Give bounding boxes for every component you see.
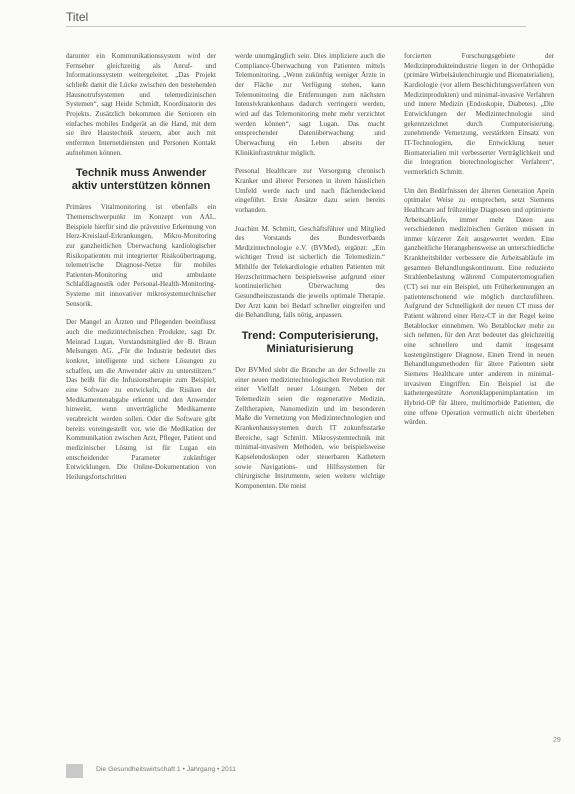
paragraph: forcierten Forschungsgebiete der Medizinprodukteindustrie liegen in der Orthopädie (primäre Wirbelsäulenchirurgie und Biomaterialien), Kardiologie (vor allem Beschichtungsverfahren von Medizinprodukten) und minimal-invasive Verfahren und innere Medizin (Endoskopie, Diabetes). „Die Entwicklungen der Medizintechnologie sind gekennzeichnet durch Computerisierung, zunehmende Vernetzung, verstärkten Einsatz von IT-Technologien, die Entwicklung neuer Biomaterialien mit verbesserter Verträglichkeit und die Integration biotechnologischer Verfahren“, vermerktich Schmitt. (404, 52, 554, 176)
footer-page-block (66, 764, 83, 778)
paragraph: darunter ein Kommunikationssystem wird der Fernseher gleichzeitig als Anruf- und Informationssystem weitergeleitet. „Das Projekt schließt damit die Lücke zwischen den bestehenden Hausnotrufsystemen und telemedizinischen Systemen“, sagt Heide Schmidt, Koordinatorin des Projekts. Zusätzlich bekommen die Senioren ein einfaches mobiles Endgerät an die Hand, mit dem sie ihre Haustechnik steuern, aber auch mit entfernten Internetdiensten und Personen Kontakt aufnehmen können. (66, 52, 216, 157)
paragraph: Personal Healthcare zur Versorgung chronisch Kranker und älterer Personen in ihrem häuslichen Umfeld werde nach und nach flächendeckend eingeführt. Erste Ansätze dazu seien bereits vorhanden. (235, 167, 385, 214)
paragraph: werde unumgänglich sein. Dies impliziere auch die Compliance-Überwachung von Patienten mittels Telemonitoring. „Wenn zukünftig weniger Ärzte in der Fläche zur Verfügung stehen, kann Telemonitoring die Entfernungen zum nächsten Intensivkrankenhaus dadurch verringern werden, wird auf das Telemonitoring mehr mehr verzichtet werden können“, sagt Lugan. Das macht entsprechender Datenüberwachung und Überwachung ein Leben abseits der Klinikinfrastruktur möglich. (235, 52, 385, 157)
paragraph: Um den Bedürfnissen der älteren Generation Apein optimaler Weise zu entsprechen, setzt Siemens Healthcare auf frühzeitige Diagnosen und optimierte Arbeitsabläufe, immer mehr Daten aus verschiedenen medizinischen Geräten müssen in immer kürzerer Zeit ausgewertet werden. Eine ganzheitliche Herangehensweise an unterschiedliche Krankheitsbilder verbessere die Arbeitsabläufe im gesamten Behandlungskontinuum. Eine reduzierte Strahlenbelastung während Computertomografien (CT) sei nur ein Beispiel, um Früherkennungen an patientenschonend wie möglich durchzuführen. Aufgrund der Schnelligkeit der neuen CT muss der Patient während einer Herz-CT in der Regel keine Betablocker einnehmen. Wo Betablocker mehr zu sich nehmen, für den Arzt bedeutet das gleichzeitig eine schnellere und damit insgesamt kostengünstigere Diagnose. Einen Trend in neuen Behandlungsmethoden für ältere Patienten sieht Siemens Healthcare unter anderem in minimal-invasiven Eingriffen. Ein Beispiel ist die kathetergestützte Aortenklappenimplantation im Hybrid-OP für ältere, multimorbide Patienten, die eine offene Operation vermutlich nicht überleben würden. (404, 186, 554, 427)
footer-text: Die Gesundheitswirtschaft 1 • Jahrgang • 2011 (96, 766, 236, 773)
paragraph: Primäres Vitalmonitoring ist ebenfalls ein Themenschwerpunkt im Konzept von AAL. Beispiele hierfür sind die präventive Erkennung von Herz-Kreislauf-Erkrankungen, Mikro-Monitoring zur ganzheitlichen Überwachung kardiologischer Risikopatienten mit integrierter Risikoübertragung, telemetrische Diagnose-Netze für mobiles Patienten-Monitoring und ambulante Schlafdiagnostik oder Personal-Health-Monitoring-Systeme mit innovativer mikrosystemtechnischer Sensorik. (66, 203, 216, 308)
text-column-2 (235, 52, 385, 501)
subheading: Trend: Computerisierung, Miniaturisierung (241, 330, 379, 356)
paragraph: Der Mangel an Ärzten und Pflegenden beeinflusst auch die medizintechnischen Produkte, sagt Dr. Meinrad Lugan, Vorstandsmitglied der B. Braun Melsungen AG. „Für die Industrie bedeutet dies konkret, intelligente und sichere Lösungen zu schaffen, um die Anwender aktiv zu unterstützen.“ Das heißt für die Infusionstherapie zum Beispiel, eine Software zu entwickeln, die Risiken der Medikamentenabgabe erkennt und den Anwender hinweist, wenn unverträgliche Medikamente verabreicht werden sollen. Oder die Software gibt bereits voreingestellt vor, wie die Medikation der Kommunikation zwischen Arzt, Pfleger, Patient und medizinischer Lösung ist für Lugan ein entscheidender Parameter zukünftiger Entwicklungen. Die Online-Dokumentation von Heilungsfortschritten (66, 318, 216, 481)
paragraph: Joachim M. Schmitt, Geschäftsführer und Mitglied des Vorstands des Bundesverbands Medizintechnologie e.V. (BVMed), ergänzt: „Ein wichtiger Trend ist sicherlich die Telemedizin.“ Mithilfe der Telekardiologie erhalten Patienten mit Herzschrittmachern beispielsweise aufgrund einer kontinuierlichen Überwachung des Gesundheitszustands die jeweils optimale Therapie. Der Arzt kann bei Bedarf schneller eingreifen und die Behandlung, falls nötig, anpassen. (235, 224, 385, 320)
header-rule (66, 26, 526, 27)
text-column-1 (66, 52, 216, 492)
section-label: Titel (66, 10, 89, 24)
text-column-3 (404, 52, 554, 437)
subheading: Technik muss Anwender aktiv unterstützen können (71, 167, 211, 193)
paragraph: Der BVMed sieht die Branche an der Schwelle zu einer neuen medizintechnologischen Revolution mit einer Vielfalt neuer Lösungen. Neben der Telemedizin seien die regenerative Medizin, Zelltherapien, Nanomedizin und im besonderen Maße die Vernetzung von Medizintechnologien und Krankenhaussystemen durch IT zukunftsstarke Bereiche, sagt Schmitt. Mikrosystemtechnik mit minimal-invasiven Methoden, wie beispielsweise Kapselendoskopen oder steuerbaren Kathetern sowie Navigations- und Hilfssystemen für chirurgische Instrumente, seien weitere wichtige Komponenten. Die meist (235, 366, 385, 490)
page-marker: 29 (553, 737, 561, 744)
